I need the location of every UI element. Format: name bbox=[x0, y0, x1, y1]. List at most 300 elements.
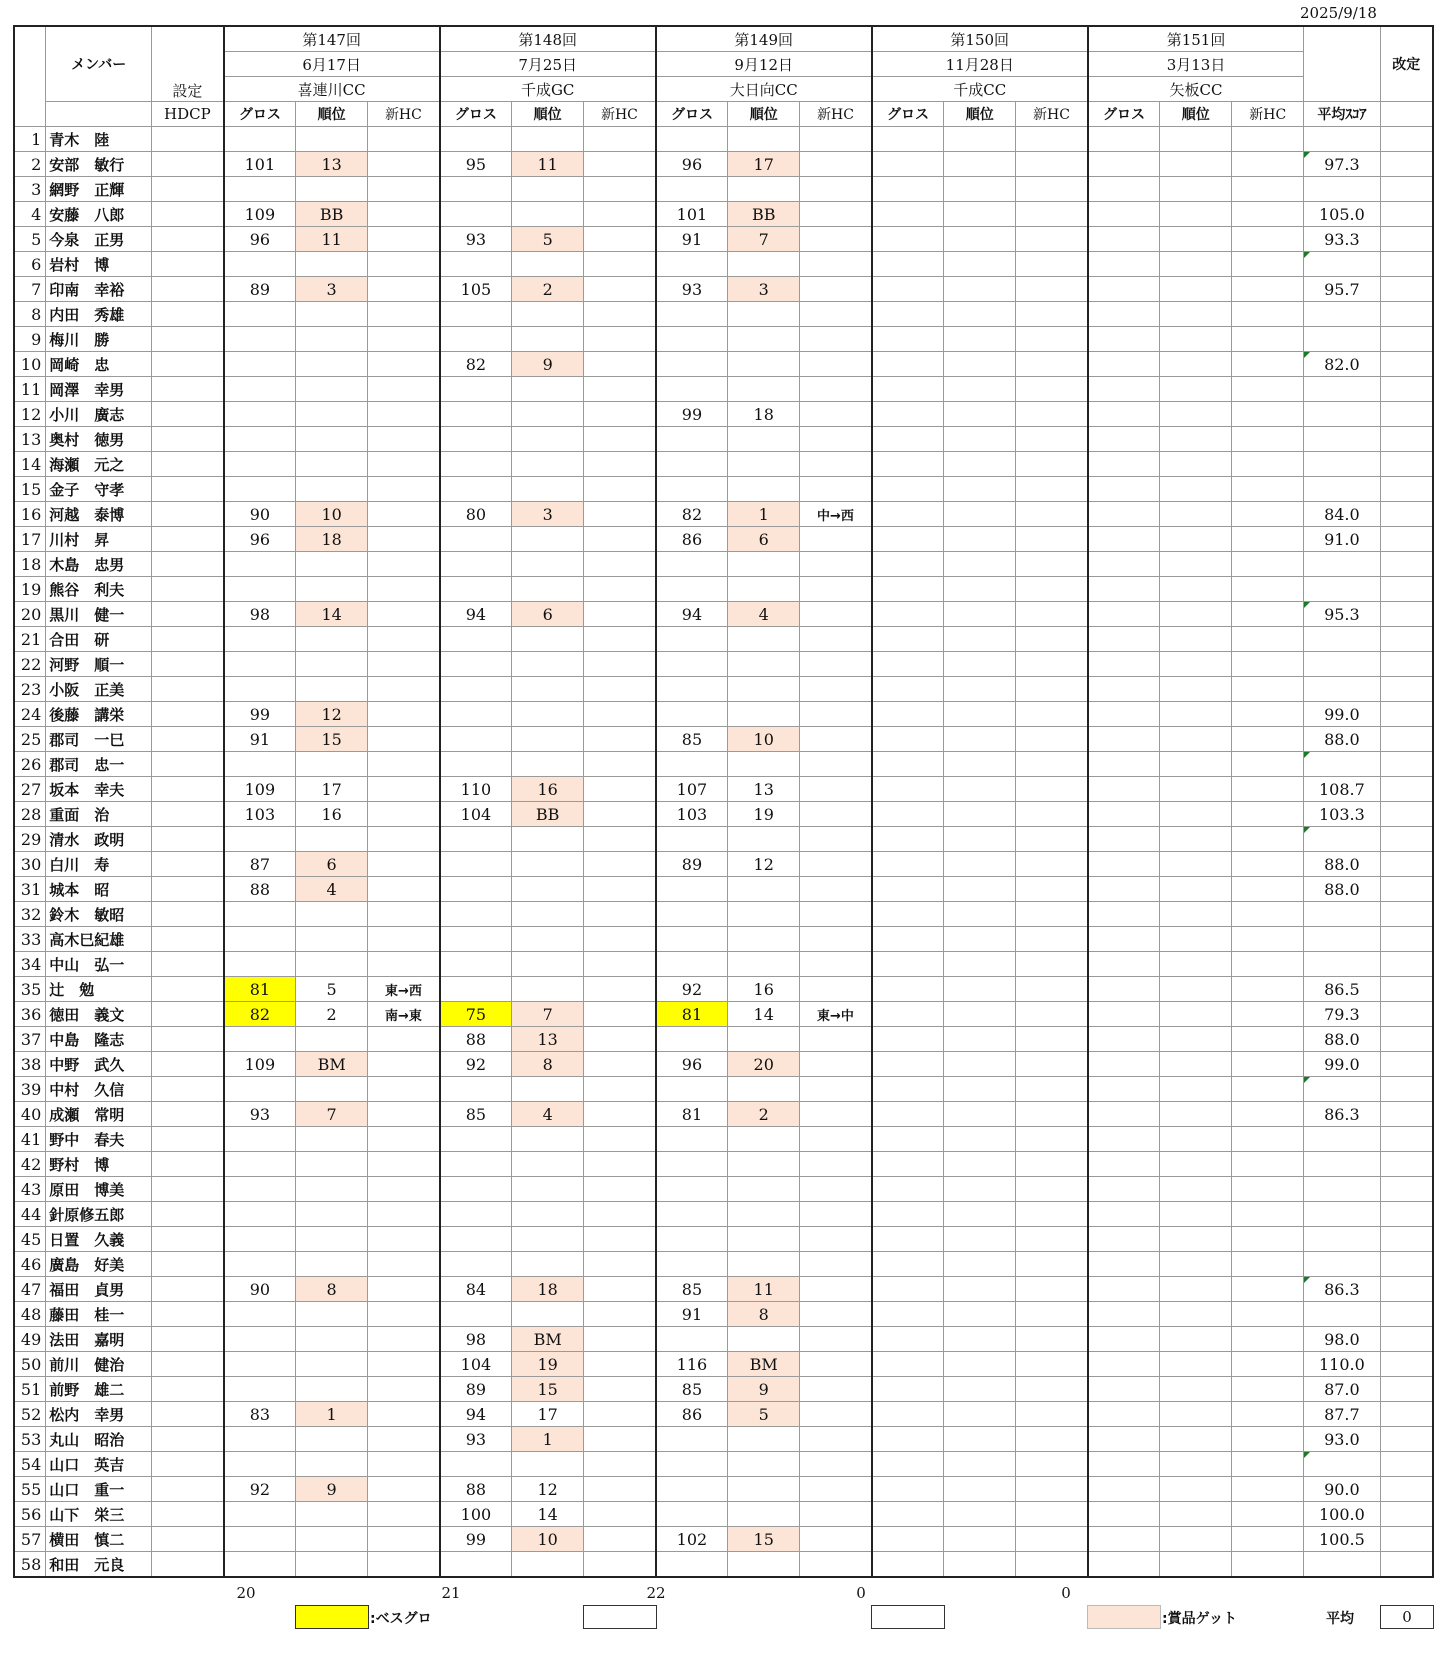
gross-cell bbox=[656, 1152, 728, 1177]
gross-cell bbox=[872, 427, 944, 452]
gross-cell bbox=[872, 502, 944, 527]
rank-cell bbox=[944, 1002, 1016, 1027]
gross-cell bbox=[1088, 627, 1160, 652]
rank-cell bbox=[296, 1502, 368, 1527]
gross-cell bbox=[872, 1552, 944, 1578]
rank-cell: 14 bbox=[296, 602, 368, 627]
gross-cell bbox=[872, 952, 944, 977]
rank-cell bbox=[944, 1402, 1016, 1427]
newhc-cell bbox=[368, 677, 440, 702]
newhc-cell bbox=[368, 277, 440, 302]
newhc-cell bbox=[368, 1377, 440, 1402]
round-course: 矢板CC bbox=[1088, 77, 1304, 102]
table-row bbox=[14, 252, 1433, 277]
row-number: 26 bbox=[14, 752, 46, 777]
rank-cell bbox=[728, 877, 800, 902]
gross-cell bbox=[1088, 927, 1160, 952]
rank-cell bbox=[1160, 652, 1232, 677]
member-name: 中山 弘一 bbox=[46, 952, 152, 977]
gross-cell bbox=[1088, 577, 1160, 602]
newhc-cell bbox=[584, 1502, 656, 1527]
member-subheader bbox=[46, 102, 152, 127]
rank-cell bbox=[512, 1177, 584, 1202]
newhc-cell bbox=[1016, 527, 1088, 552]
member-name: 内田 秀雄 bbox=[46, 302, 152, 327]
rank-cell bbox=[1160, 252, 1232, 277]
hdcp-cell bbox=[152, 352, 224, 377]
gross-cell bbox=[656, 952, 728, 977]
row-number: 32 bbox=[14, 902, 46, 927]
member-name: 辻 勉 bbox=[46, 977, 152, 1002]
rank-cell: 8 bbox=[728, 1302, 800, 1327]
gross-cell bbox=[224, 1302, 296, 1327]
gross-cell bbox=[440, 877, 512, 902]
rank-cell bbox=[728, 327, 800, 352]
newhc-cell bbox=[584, 1527, 656, 1552]
table-row bbox=[14, 1077, 1433, 1102]
newhc-cell bbox=[584, 527, 656, 552]
newhc-cell bbox=[1232, 1052, 1304, 1077]
rank-cell bbox=[1160, 1302, 1232, 1327]
table-row bbox=[14, 577, 1433, 602]
gross-cell bbox=[1088, 677, 1160, 702]
rank-cell bbox=[512, 627, 584, 652]
hdcp-cell bbox=[152, 227, 224, 252]
gross-cell bbox=[224, 252, 296, 277]
rank-cell bbox=[296, 1252, 368, 1277]
newhc-cell bbox=[1016, 227, 1088, 252]
gross-cell bbox=[1088, 602, 1160, 627]
avg-score-cell bbox=[1304, 827, 1380, 852]
rank-cell bbox=[728, 1502, 800, 1527]
gross-cell bbox=[1088, 1052, 1160, 1077]
rank-cell: 10 bbox=[512, 1527, 584, 1552]
rank-cell bbox=[512, 302, 584, 327]
gross-cell: 94 bbox=[440, 602, 512, 627]
gross-cell: 88 bbox=[440, 1477, 512, 1502]
rank-cell bbox=[512, 902, 584, 927]
member-name: 後藤 講栄 bbox=[46, 702, 152, 727]
rank-cell: 5 bbox=[728, 1402, 800, 1427]
hdcp-cell bbox=[152, 327, 224, 352]
revise-cell bbox=[1380, 402, 1433, 427]
rank-cell bbox=[296, 552, 368, 577]
rank-cell: BB bbox=[512, 802, 584, 827]
rank-cell bbox=[1160, 427, 1232, 452]
row-number: 42 bbox=[14, 1152, 46, 1177]
header-no bbox=[14, 26, 46, 127]
gross-cell bbox=[440, 752, 512, 777]
avg-score-cell bbox=[1304, 1227, 1380, 1252]
rank-cell bbox=[1160, 727, 1232, 752]
newhc-cell bbox=[1232, 877, 1304, 902]
newhc-cell bbox=[1016, 1102, 1088, 1127]
rank-cell: 15 bbox=[296, 727, 368, 752]
newhc-cell bbox=[368, 202, 440, 227]
avg-score-cell bbox=[1304, 1152, 1380, 1177]
gross-cell bbox=[872, 1352, 944, 1377]
newhc-cell bbox=[800, 627, 872, 652]
newhc-cell bbox=[1016, 177, 1088, 202]
avg-score-cell bbox=[1304, 177, 1380, 202]
rank-cell bbox=[944, 702, 1016, 727]
gross-cell bbox=[1088, 1127, 1160, 1152]
hdcp-cell bbox=[152, 1427, 224, 1452]
row-number: 46 bbox=[14, 1252, 46, 1277]
rank-cell: 20 bbox=[728, 1052, 800, 1077]
newhc-cell bbox=[800, 1077, 872, 1102]
rank-cell bbox=[944, 377, 1016, 402]
avg-score-cell bbox=[1304, 1202, 1380, 1227]
gross-cell bbox=[1088, 952, 1160, 977]
rank-cell bbox=[944, 127, 1016, 152]
subheader-gross: グロス bbox=[872, 102, 944, 127]
rank-cell bbox=[728, 1127, 800, 1152]
gross-cell bbox=[1088, 1552, 1160, 1578]
rank-cell: 18 bbox=[728, 402, 800, 427]
hdcp-cell bbox=[152, 952, 224, 977]
rank-cell bbox=[944, 477, 1016, 502]
rank-cell bbox=[296, 1427, 368, 1452]
row-number: 28 bbox=[14, 802, 46, 827]
revise-cell bbox=[1380, 377, 1433, 402]
row-number: 58 bbox=[14, 1552, 46, 1578]
gross-cell bbox=[1088, 552, 1160, 577]
gross-cell bbox=[224, 1327, 296, 1352]
member-name: 網野 正輝 bbox=[46, 177, 152, 202]
gross-cell: 85 bbox=[656, 1377, 728, 1402]
hdcp-cell bbox=[152, 652, 224, 677]
rank-cell bbox=[728, 1452, 800, 1477]
avg-score-cell bbox=[1304, 577, 1380, 602]
gross-cell bbox=[656, 702, 728, 727]
newhc-cell bbox=[1016, 602, 1088, 627]
hdcp-cell bbox=[152, 977, 224, 1002]
newhc-cell bbox=[1232, 977, 1304, 1002]
newhc-cell bbox=[584, 952, 656, 977]
rank-cell bbox=[1160, 752, 1232, 777]
rank-cell bbox=[512, 827, 584, 852]
newhc-cell bbox=[800, 1227, 872, 1252]
gross-cell bbox=[872, 652, 944, 677]
rank-cell bbox=[296, 427, 368, 452]
rank-cell: 13 bbox=[512, 1027, 584, 1052]
rank-cell: 11 bbox=[512, 152, 584, 177]
rank-cell bbox=[944, 502, 1016, 527]
newhc-cell bbox=[1232, 177, 1304, 202]
rank-cell bbox=[944, 952, 1016, 977]
avg-score-cell bbox=[1304, 1252, 1380, 1277]
newhc-cell bbox=[800, 827, 872, 852]
rank-cell bbox=[944, 877, 1016, 902]
rank-cell bbox=[1160, 1427, 1232, 1452]
table-row bbox=[14, 352, 1433, 377]
gross-cell bbox=[656, 1227, 728, 1252]
gross-cell bbox=[872, 127, 944, 152]
gross-cell bbox=[872, 1077, 944, 1102]
newhc-cell bbox=[800, 1177, 872, 1202]
newhc-cell bbox=[1232, 252, 1304, 277]
gross-cell: 92 bbox=[656, 977, 728, 1002]
table-row bbox=[14, 1402, 1433, 1427]
gross-cell bbox=[1088, 427, 1160, 452]
newhc-cell bbox=[1232, 952, 1304, 977]
gross-cell bbox=[1088, 1002, 1160, 1027]
gross-cell bbox=[656, 1127, 728, 1152]
rank-cell bbox=[944, 227, 1016, 252]
gross-cell bbox=[656, 377, 728, 402]
gross-cell: 102 bbox=[656, 1527, 728, 1552]
member-name: 原田 博美 bbox=[46, 1177, 152, 1202]
gross-cell: 96 bbox=[224, 227, 296, 252]
revise-cell bbox=[1380, 1352, 1433, 1377]
rank-cell: 15 bbox=[728, 1527, 800, 1552]
newhc-cell bbox=[800, 927, 872, 952]
rank-cell bbox=[1160, 177, 1232, 202]
avg-score-cell: 88.0 bbox=[1304, 1027, 1380, 1052]
subheader-rank: 順位 bbox=[944, 102, 1016, 127]
gross-cell bbox=[872, 1252, 944, 1277]
gross-cell: 91 bbox=[656, 227, 728, 252]
newhc-cell bbox=[584, 1102, 656, 1127]
newhc-cell bbox=[1016, 902, 1088, 927]
avg-score-cell bbox=[1304, 1452, 1380, 1477]
row-number: 38 bbox=[14, 1052, 46, 1077]
newhc-cell bbox=[368, 1477, 440, 1502]
round-no: 第147回 bbox=[224, 26, 440, 52]
rank-cell bbox=[1160, 377, 1232, 402]
hdcp-cell bbox=[152, 1027, 224, 1052]
table-row bbox=[14, 302, 1433, 327]
rank-cell bbox=[944, 1377, 1016, 1402]
rank-cell: 3 bbox=[728, 277, 800, 302]
subheader-newhc: 新HC bbox=[1016, 102, 1088, 127]
rank-cell: 13 bbox=[296, 152, 368, 177]
gross-cell bbox=[1088, 977, 1160, 1002]
rank-cell bbox=[944, 302, 1016, 327]
rank-cell bbox=[296, 1152, 368, 1177]
rank-cell bbox=[944, 1177, 1016, 1202]
newhc-cell bbox=[368, 1552, 440, 1578]
newhc-cell bbox=[368, 477, 440, 502]
rank-cell: 7 bbox=[512, 1002, 584, 1027]
avg-score-cell: 90.0 bbox=[1304, 1477, 1380, 1502]
newhc-cell bbox=[1232, 527, 1304, 552]
newhc-cell bbox=[800, 527, 872, 552]
table-row bbox=[14, 227, 1433, 252]
gross-cell bbox=[224, 177, 296, 202]
table-row bbox=[14, 852, 1433, 877]
rank-cell bbox=[728, 427, 800, 452]
newhc-cell bbox=[584, 152, 656, 177]
member-name: 熊谷 利夫 bbox=[46, 577, 152, 602]
rank-cell bbox=[944, 852, 1016, 877]
row-number: 44 bbox=[14, 1202, 46, 1227]
member-name: 鈴木 敏昭 bbox=[46, 902, 152, 927]
newhc-cell bbox=[1232, 602, 1304, 627]
gross-cell bbox=[1088, 202, 1160, 227]
hdcp-cell bbox=[152, 1127, 224, 1152]
gross-cell bbox=[440, 1227, 512, 1252]
newhc-cell bbox=[368, 1077, 440, 1102]
rank-cell: 4 bbox=[512, 1102, 584, 1127]
hdcp-cell bbox=[152, 677, 224, 702]
gross-cell bbox=[872, 1327, 944, 1352]
newhc-cell bbox=[584, 452, 656, 477]
gross-cell bbox=[656, 1202, 728, 1227]
gross-cell bbox=[440, 827, 512, 852]
rank-cell bbox=[1160, 977, 1232, 1002]
rank-cell bbox=[512, 577, 584, 602]
member-name: 野村 博 bbox=[46, 1152, 152, 1177]
rank-cell bbox=[512, 377, 584, 402]
newhc-cell bbox=[1232, 402, 1304, 427]
gross-cell bbox=[1088, 1027, 1160, 1052]
rank-cell bbox=[1160, 1052, 1232, 1077]
newhc-cell bbox=[584, 927, 656, 952]
rank-cell bbox=[944, 1227, 1016, 1252]
member-name: 前川 健治 bbox=[46, 1352, 152, 1377]
rank-cell bbox=[1160, 1102, 1232, 1127]
rank-cell: BM bbox=[728, 1352, 800, 1377]
rank-cell: 16 bbox=[296, 802, 368, 827]
revise-cell bbox=[1380, 1077, 1433, 1102]
gross-cell bbox=[872, 302, 944, 327]
newhc-cell bbox=[800, 1352, 872, 1377]
hdcp-cell bbox=[152, 927, 224, 952]
newhc-cell bbox=[1232, 1227, 1304, 1252]
revise-cell bbox=[1380, 852, 1433, 877]
rank-cell bbox=[512, 1152, 584, 1177]
rank-cell: 17 bbox=[728, 152, 800, 177]
revise-cell bbox=[1380, 552, 1433, 577]
rank-cell bbox=[512, 327, 584, 352]
table-row bbox=[14, 177, 1433, 202]
newhc-cell bbox=[800, 577, 872, 602]
table-row bbox=[14, 152, 1433, 177]
gross-cell bbox=[224, 1127, 296, 1152]
rank-cell bbox=[296, 352, 368, 377]
gross-cell bbox=[656, 1327, 728, 1352]
row-number: 31 bbox=[14, 877, 46, 902]
gross-cell bbox=[656, 252, 728, 277]
gross-cell: 84 bbox=[440, 1277, 512, 1302]
gross-cell bbox=[1088, 1427, 1160, 1452]
gross-cell bbox=[440, 652, 512, 677]
subheader-gross: グロス bbox=[440, 102, 512, 127]
rank-cell bbox=[1160, 1027, 1232, 1052]
rank-cell bbox=[1160, 277, 1232, 302]
rank-cell bbox=[1160, 902, 1232, 927]
hdcp-cell bbox=[152, 1502, 224, 1527]
newhc-cell bbox=[584, 752, 656, 777]
newhc-cell bbox=[1232, 352, 1304, 377]
rank-cell bbox=[728, 552, 800, 577]
rank-cell: 2 bbox=[512, 277, 584, 302]
gross-cell: 99 bbox=[224, 702, 296, 727]
row-number: 24 bbox=[14, 702, 46, 727]
rank-cell bbox=[1160, 702, 1232, 727]
rank-cell bbox=[512, 752, 584, 777]
gross-cell bbox=[1088, 727, 1160, 752]
revise-cell bbox=[1380, 427, 1433, 452]
rank-cell bbox=[512, 1202, 584, 1227]
rank-cell bbox=[728, 1177, 800, 1202]
row-number: 14 bbox=[14, 452, 46, 477]
gross-cell bbox=[224, 327, 296, 352]
newhc-cell bbox=[800, 1202, 872, 1227]
newhc-cell bbox=[584, 1027, 656, 1052]
row-number: 57 bbox=[14, 1527, 46, 1552]
table-row bbox=[14, 1002, 1433, 1027]
gross-cell: 98 bbox=[440, 1327, 512, 1352]
newhc-cell bbox=[1016, 402, 1088, 427]
gross-cell: 110 bbox=[440, 777, 512, 802]
gross-cell bbox=[440, 627, 512, 652]
rank-cell bbox=[944, 252, 1016, 277]
newhc-cell bbox=[584, 1002, 656, 1027]
row-number: 1 bbox=[14, 127, 46, 152]
rank-cell: 2 bbox=[296, 1002, 368, 1027]
revise-cell bbox=[1380, 977, 1433, 1002]
round-course: 喜連川CC bbox=[224, 77, 440, 102]
gross-cell: 89 bbox=[224, 277, 296, 302]
hdcp-cell bbox=[152, 1452, 224, 1477]
rank-cell bbox=[944, 1477, 1016, 1502]
gross-cell bbox=[440, 1452, 512, 1477]
gross-cell bbox=[1088, 1477, 1160, 1502]
row-number: 56 bbox=[14, 1502, 46, 1527]
rank-cell bbox=[944, 977, 1016, 1002]
gross-cell bbox=[224, 1452, 296, 1477]
gross-cell bbox=[656, 1177, 728, 1202]
newhc-cell bbox=[800, 377, 872, 402]
gross-cell bbox=[1088, 452, 1160, 477]
newhc-cell bbox=[584, 202, 656, 227]
rank-cell bbox=[1160, 327, 1232, 352]
legend-prize-label: :賞品ゲット bbox=[1162, 1611, 1238, 1627]
newhc-cell bbox=[584, 1177, 656, 1202]
newhc-cell bbox=[368, 1177, 440, 1202]
subheader-rank: 順位 bbox=[512, 102, 584, 127]
rank-cell bbox=[728, 177, 800, 202]
newhc-cell bbox=[368, 302, 440, 327]
gross-cell bbox=[1088, 777, 1160, 802]
newhc-cell bbox=[1232, 1152, 1304, 1177]
rank-cell bbox=[728, 1202, 800, 1227]
newhc-cell bbox=[368, 1152, 440, 1177]
gross-cell bbox=[440, 452, 512, 477]
hdcp-cell bbox=[152, 1327, 224, 1352]
rank-cell bbox=[512, 402, 584, 427]
revise-cell bbox=[1380, 352, 1433, 377]
revise-cell bbox=[1380, 1052, 1433, 1077]
member-name: 丸山 昭治 bbox=[46, 1427, 152, 1452]
rank-cell bbox=[1160, 602, 1232, 627]
newhc-cell bbox=[1232, 1177, 1304, 1202]
gross-cell bbox=[440, 1152, 512, 1177]
row-number: 35 bbox=[14, 977, 46, 1002]
table-row bbox=[14, 1377, 1433, 1402]
newhc-cell bbox=[1016, 1402, 1088, 1427]
rank-cell bbox=[296, 1027, 368, 1052]
newhc-cell bbox=[368, 1452, 440, 1477]
avg-score-cell bbox=[1304, 627, 1380, 652]
newhc-cell bbox=[1016, 1002, 1088, 1027]
gross-cell bbox=[224, 1202, 296, 1227]
gross-cell bbox=[440, 302, 512, 327]
gross-cell bbox=[224, 402, 296, 427]
